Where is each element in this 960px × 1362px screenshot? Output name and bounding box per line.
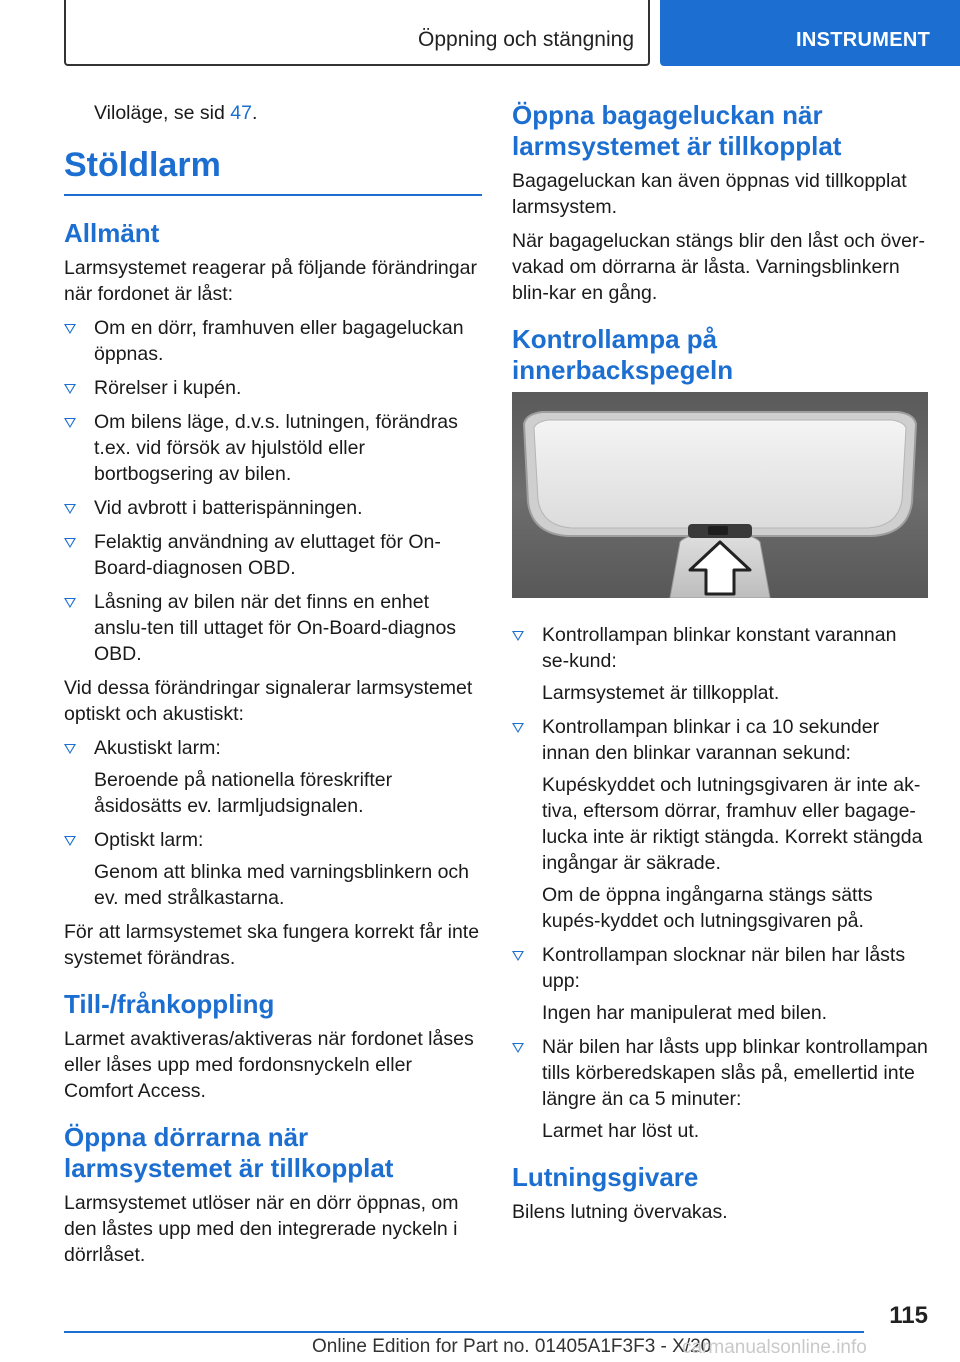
general-paragraph: Larmsystemet reagerar på följande förändringar när fordonet är låst: (64, 257, 477, 305)
function-paragraph: För att larmsystemet ska fungera korrekt får inte systemet förändras. (64, 921, 480, 969)
alarm-type-list (64, 735, 482, 911)
list-item: Vid avbrott i batterispänningen. (64, 495, 482, 521)
page-link[interactable]: 47 (230, 102, 252, 124)
rearview-mirror-illustration (512, 392, 928, 598)
bullet-triangle-icon (64, 384, 76, 394)
page-number: 115 (889, 1302, 928, 1329)
heading-tilt: Lutningsgivare (512, 1162, 699, 1192)
chapter-tab[interactable] (660, 0, 960, 66)
trunk-paragraph-2: När bagageluckan stängs blir den låst och över-vakad om dörrarna är låsta. Varningsblinkern blin-kar en gång. (512, 230, 925, 304)
standby-reference: Viloläge, se sid 47. (94, 102, 258, 124)
list-item: Kontrollampan slocknar när bilen har låsts upp: Ingen har manipulerat med bilen. (512, 942, 928, 1026)
edition-text: Online Edition for Part no. 01405A1F3F3 - X/20 (312, 1336, 712, 1357)
list-item: Om en dörr, framhuven eller bagageluckan öppnas. (64, 315, 482, 367)
header-section-box (64, 0, 650, 66)
list-item: Felaktig användning av eluttaget för On-Board-diagnosen OBD. (64, 529, 482, 581)
list-item: Akustiskt larm: Beroende på nationella föreskrifter åsidosätts ev. larmljudsignalen. (64, 735, 482, 819)
heading-toggle: Till-/frånkoppling (64, 989, 275, 1019)
list-item: Kontrollampan blinkar konstant varannan se-kund: Larmsystemet är tillkopplat. (512, 622, 928, 706)
trunk-paragraph-1: Bagageluckan kan även öppnas vid tillkopplat larmsystem. (512, 170, 907, 218)
trigger-list (64, 315, 482, 667)
tilt-paragraph: Bilens lutning övervakas. (512, 1201, 728, 1223)
bullet-triangle-icon (512, 1043, 524, 1053)
watermark: carmanualsonline.info (682, 1337, 867, 1358)
bullet-triangle-icon (64, 744, 76, 754)
bullet-triangle-icon (512, 631, 524, 641)
section-title: Öppning och stängning (418, 28, 634, 51)
lamp-state-list (512, 622, 928, 1144)
chapter-label: INSTRUMENT (796, 29, 931, 51)
bullet-triangle-icon (64, 836, 76, 846)
toggle-paragraph: Larmet avaktiveras/aktiveras när fordonet låses eller låses upp med fordonsnyckeln eller Comfort Access. (64, 1028, 474, 1102)
list-item: Optiskt larm: Genom att blinka med varningsblinkern och ev. med strålkastarna. (64, 827, 482, 911)
signal-paragraph: Vid dessa förändringar signalerar larmsystemet optiskt och akustiskt: (64, 677, 473, 725)
list-item: När bilen har låsts upp blinkar kontrollampan tills körberedskapen slås på, emellertid inte längre än ca 5 minuter: Larmet har löst ut. (512, 1034, 928, 1144)
chapter-heading: Stöldlarm (64, 144, 482, 196)
heading-general: Allmänt (64, 218, 160, 248)
bullet-triangle-icon (512, 723, 524, 733)
heading-lamp: Kontrollampa på innerbackspegeln (512, 324, 734, 385)
list-item: Kontrollampan blinkar i ca 10 sekunder innan den blinkar varannan sekund: Kupéskyddet och lutningsgivaren är inte ak-tiva, eftersom dörrar, framhuv eller bagage-lucka inte är riktigt stängda. Korrekt stängda ingångar är säkrade. Om de öppna ingångarna stängs sätts kupés-kyddet och lutningsgivaren på. (512, 714, 928, 934)
bullet-triangle-icon (64, 598, 76, 608)
heading-doors: Öppna dörrarna när larmsystemet är tillkopplat (64, 1122, 394, 1183)
bullet-triangle-icon (64, 504, 76, 514)
bullet-triangle-icon (64, 418, 76, 428)
bullet-triangle-icon (512, 951, 524, 961)
bullet-triangle-icon (64, 538, 76, 548)
doors-paragraph: Larmsystemet utlöser när en dörr öppnas, om den låstes upp med den integrerade nyckeln i dörrlåset. (64, 1192, 459, 1266)
left-column (64, 100, 482, 1276)
list-item: Om bilens läge, d.v.s. lutningen, förändras t.ex. vid försök av hjulstöld eller bortbogsering av bilen. (64, 409, 482, 487)
heading-trunk: Öppna bagageluckan när larmsystemet är tillkopplat (512, 100, 842, 161)
list-item: Rörelser i kupén. (64, 375, 482, 401)
bullet-triangle-icon (64, 324, 76, 334)
footer-divider (64, 1331, 864, 1333)
list-item: Låsning av bilen när det finns en enhet anslu-ten till uttaget för On-Board-diagnos OBD. (64, 589, 482, 667)
right-column (512, 100, 928, 1233)
